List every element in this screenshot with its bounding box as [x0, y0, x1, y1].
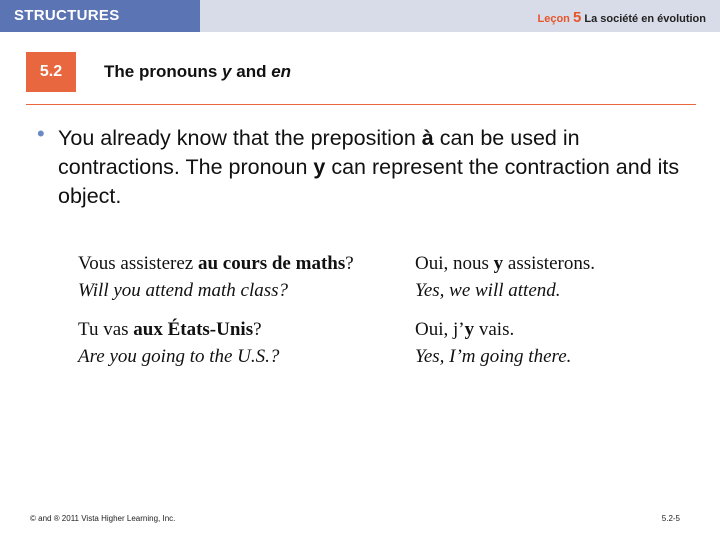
example-1-question [78, 250, 354, 304]
example-1-fr-bold: au cours de maths [197, 253, 346, 274]
example-1-answer [415, 250, 595, 304]
lecon-title: La société en évolution [584, 13, 706, 25]
example-1-french [78, 250, 354, 277]
lecon-number: 5 [572, 9, 582, 26]
lesson-label [537, 9, 706, 26]
copyright-text: © and ® 2011 Vista Higher Learning, Inc. [30, 514, 176, 523]
bullet-icon: • [37, 121, 45, 146]
example-2-answer-english: Yes, I’m going there. [415, 346, 572, 367]
example-1-ans-post: assisterons. [503, 253, 595, 274]
bullet-part-3: can represent the contraction and its object. [58, 155, 680, 208]
example-2-ans-pre: Oui, j’ [415, 319, 465, 340]
bullet-part-1: You already know that the preposition [58, 126, 422, 150]
example-1-answer-english: Yes, we will attend. [415, 280, 561, 301]
section-label: STRUCTURES [0, 0, 200, 32]
page-title [104, 62, 291, 82]
example-1-english: Will you attend math class? [78, 280, 289, 301]
lecon-word: Leçon [537, 13, 570, 25]
example-2-fr-pre: Tu vas [78, 319, 134, 340]
example-2-french [78, 316, 279, 343]
example-1-ans-bold: y [493, 253, 504, 274]
bullet-part-2: can be used in contractions. The pronoun [58, 126, 580, 179]
section-number-badge: 5.2 [26, 52, 76, 92]
title-text: The pronouns [104, 62, 223, 81]
bullet-paragraph [58, 124, 698, 211]
example-2-fr-bold: aux États-Unis [133, 319, 254, 340]
example-1-fr-pre: Vous assisterez [78, 253, 198, 274]
title-en: en [271, 62, 292, 81]
title-divider [26, 104, 696, 105]
example-2-fr-post: ? [253, 319, 262, 340]
example-2-ans-bold: y [464, 319, 475, 340]
bullet-y: y [313, 155, 326, 179]
title-and: and [231, 62, 272, 81]
example-1-answer-french [415, 250, 595, 277]
example-2-ans-post: vais. [474, 319, 515, 340]
example-2-english: Are you going to the U.S.? [78, 346, 280, 367]
example-1-ans-pre: Oui, nous [415, 253, 494, 274]
example-2-answer-french [415, 316, 571, 343]
title-y: y [222, 62, 232, 81]
example-2-answer [415, 316, 571, 370]
page-number: 5.2-5 [661, 514, 680, 523]
bullet-a: à [421, 126, 434, 150]
example-2-question [78, 316, 279, 370]
top-banner [0, 0, 720, 32]
example-1-fr-post: ? [345, 253, 354, 274]
